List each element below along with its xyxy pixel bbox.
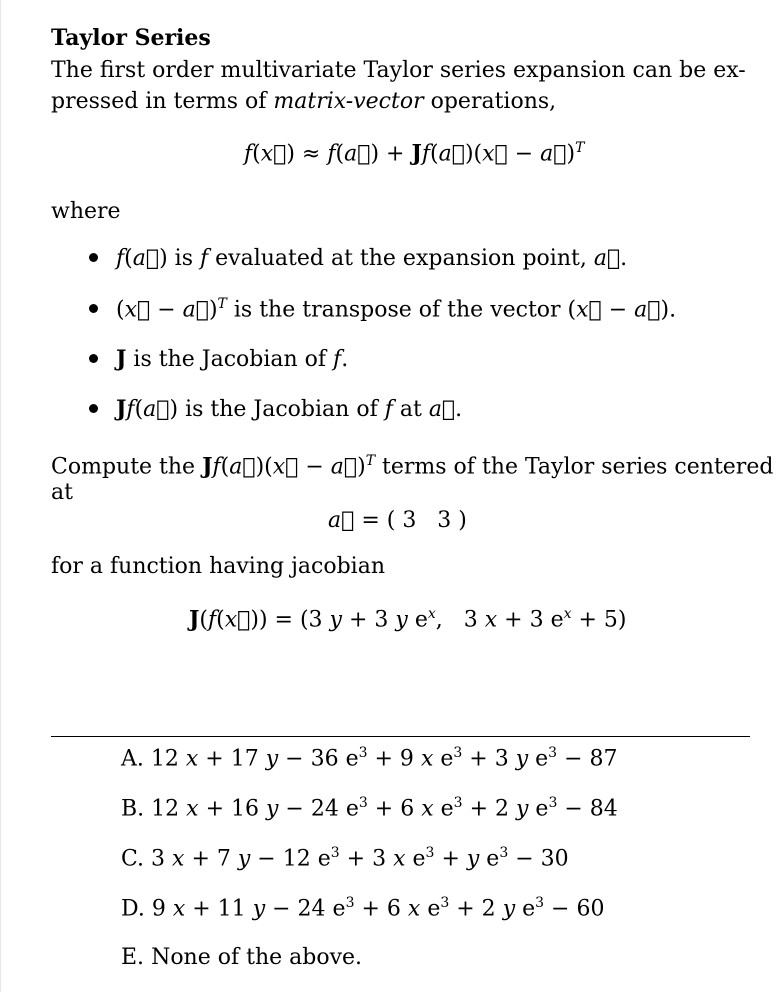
- bullet-dot: [89, 253, 98, 262]
- choice-letter: D.: [121, 896, 145, 922]
- choice-d[interactable]: D. 9 x + 11 y − 24 $e^3 + 6$ x $e^3 + 2$ y $e^3 - 60$: [121, 895, 605, 922]
- bullet-item-2: (x⃗ − a⃗)$^T$ is the transpose of the vector (x⃗ − a⃗).: [89, 296, 676, 322]
- choice-e[interactable]: [121, 945, 362, 970]
- choice-letter: A.: [121, 746, 144, 772]
- jacobian-label: for a function having jacobian: [51, 554, 385, 579]
- bullet-item-1: f(a⃗) is f evaluated at the expansion point, a⃗.: [89, 246, 627, 271]
- choice-text: None of the above.: [151, 945, 363, 970]
- bullet-dot: [89, 404, 98, 413]
- bullet-dot: [89, 304, 98, 313]
- intro-line-1: The first order multivariate Taylor series expansion can be ex-: [51, 58, 746, 83]
- where-label: where: [51, 199, 121, 224]
- compute-line-1: Compute the Jf(a⃗)(x⃗ − a⃗)$^T$ terms of the Taylor series centered: [51, 453, 774, 480]
- choice-letter: C.: [121, 846, 145, 872]
- bullet-item-3: J is the Jacobian of f.: [89, 346, 348, 372]
- section-title: Taylor Series: [51, 25, 211, 51]
- choice-a[interactable]: A. 12 x + 17 y − 36 $e^3 + 9$ x $e^3 + 3$ y $e^3 - 87$: [121, 745, 618, 772]
- choice-letter: B.: [121, 796, 145, 822]
- choice-c[interactable]: C. 3 x + 7 y − 12 $e^3 + 3$ x $e^3 + y$ $e^3 - 30$: [121, 845, 569, 872]
- choice-letter: E.: [121, 945, 145, 970]
- jacobian-equation: J(f(x⃗)) = (3 y + 3 y $e^x$, 3 x + 3 $e^x + 5$): [189, 606, 627, 633]
- choice-b[interactable]: B. 12 x + 16 y − 24 $e^3 + 6$ x $e^3 + 2$ y $e^3 - 84$: [121, 795, 618, 822]
- compute-line-2: at: [51, 480, 73, 505]
- bullet-item-4: Jf(a⃗) is the Jacobian of f at a⃗.: [89, 396, 462, 422]
- center-equation: a⃗ = ( 3 3 ): [328, 508, 467, 533]
- main-equation: f(x⃗) ≈ f(a⃗) + Jf(a⃗)(x⃗ − a⃗)$^T$: [244, 140, 585, 167]
- separator-line: [51, 736, 750, 737]
- intro-line-2: pressed in terms of matrix-vector operations,: [51, 89, 557, 114]
- bullet-dot: [89, 354, 98, 363]
